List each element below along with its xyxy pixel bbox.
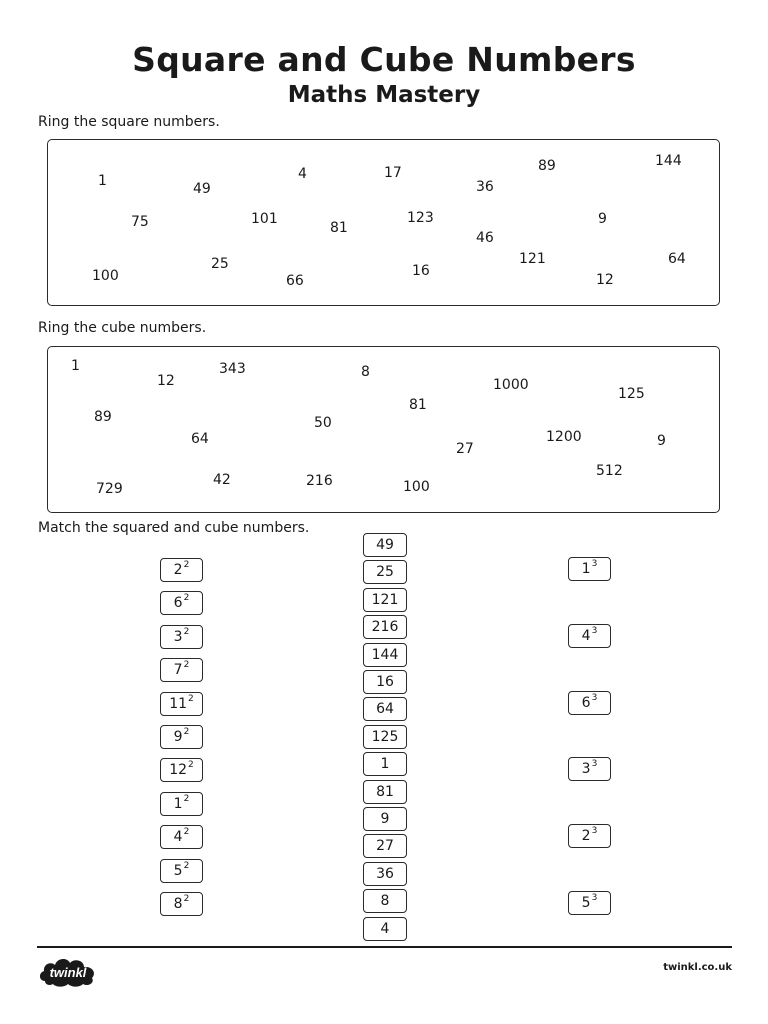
cube-number[interactable]: 729 [96, 481, 123, 497]
square-number[interactable]: 81 [330, 220, 348, 236]
value-box[interactable]: 216 [363, 615, 407, 639]
value-box[interactable]: 144 [363, 643, 407, 667]
square-number[interactable]: 49 [193, 181, 211, 197]
cubed-expression-box[interactable]: 6 $^3$ [568, 691, 611, 715]
cube-number[interactable]: 216 [306, 473, 333, 489]
cube-number[interactable]: 42 [213, 472, 231, 488]
squared-expression-box[interactable]: 4 $^2$ [160, 825, 203, 849]
cube-number[interactable]: 64 [191, 431, 209, 447]
cube-number[interactable]: 512 [596, 463, 623, 479]
value-box[interactable]: 25 [363, 560, 407, 584]
square-number[interactable]: 1 [98, 173, 107, 189]
squared-expression-box[interactable]: 8 $^2$ [160, 892, 203, 916]
square-number[interactable]: 46 [476, 230, 494, 246]
page-title: Square and Cube Numbers [132, 40, 636, 79]
squared-expression-box[interactable]: 12 $^2$ [160, 758, 203, 782]
page-subtitle: Maths Mastery [287, 82, 481, 108]
square-number[interactable]: 25 [211, 256, 229, 272]
value-box[interactable]: 4 [363, 917, 407, 941]
cube-number[interactable]: 12 [157, 373, 175, 389]
square-number[interactable]: 101 [251, 211, 278, 227]
cubed-expression-box[interactable]: 3 $^3$ [568, 757, 611, 781]
squared-expression-box[interactable]: 11 $^2$ [160, 692, 203, 716]
cube-number[interactable]: 8 [361, 364, 370, 380]
square-number[interactable]: 17 [384, 165, 402, 181]
square-number[interactable]: 4 [298, 166, 307, 182]
squared-expression-box[interactable]: 1 $^2$ [160, 792, 203, 816]
square-number[interactable]: 12 [596, 272, 614, 288]
cube-number[interactable]: 9 [657, 433, 666, 449]
site-url: twinkl.co.uk [663, 962, 732, 973]
cube-number[interactable]: 1200 [546, 429, 582, 445]
squared-expression-box[interactable]: 5 $^2$ [160, 859, 203, 883]
square-number[interactable]: 121 [519, 251, 546, 267]
value-box[interactable]: 8 [363, 889, 407, 913]
value-box[interactable]: 64 [363, 697, 407, 721]
cube-number[interactable]: 343 [219, 361, 246, 377]
cube-number[interactable]: 1 [71, 358, 80, 374]
square-instruction: Ring the square numbers. [38, 114, 220, 130]
value-box[interactable]: 1 [363, 752, 407, 776]
footer-divider [37, 946, 732, 948]
squared-expression-box[interactable]: 2 $^2$ [160, 558, 203, 582]
square-number[interactable]: 144 [655, 153, 682, 169]
value-box[interactable]: 81 [363, 780, 407, 804]
square-numbers-panel [47, 139, 720, 306]
squared-expression-box[interactable]: 6 $^2$ [160, 591, 203, 615]
square-number[interactable]: 66 [286, 273, 304, 289]
value-box[interactable]: 16 [363, 670, 407, 694]
cube-number[interactable]: 81 [409, 397, 427, 413]
value-box[interactable]: 49 [363, 533, 407, 557]
value-box[interactable]: 9 [363, 807, 407, 831]
square-number[interactable]: 36 [476, 179, 494, 195]
squared-expression-box[interactable]: 3 $^2$ [160, 625, 203, 649]
cube-instruction: Ring the cube numbers. [38, 320, 207, 336]
match-instruction: Match the squared and cube numbers. [38, 520, 310, 536]
cube-number[interactable]: 50 [314, 415, 332, 431]
value-box[interactable]: 125 [363, 725, 407, 749]
svg-text:twinkl: twinkl [49, 965, 87, 980]
square-number[interactable]: 16 [412, 263, 430, 279]
square-number[interactable]: 9 [598, 211, 607, 227]
squared-expression-box[interactable]: 7 $^2$ [160, 658, 203, 682]
square-number[interactable]: 75 [131, 214, 149, 230]
square-number[interactable]: 100 [92, 268, 119, 284]
twinkl-logo [37, 954, 99, 988]
cube-numbers-panel [47, 346, 720, 513]
cube-number[interactable]: 125 [618, 386, 645, 402]
cube-number[interactable]: 89 [94, 409, 112, 425]
cubed-expression-box[interactable]: 4 $^3$ [568, 624, 611, 648]
cubed-expression-box[interactable]: 5 $^3$ [568, 891, 611, 915]
value-box[interactable]: 36 [363, 862, 407, 886]
value-box[interactable]: 27 [363, 834, 407, 858]
square-number[interactable]: 123 [407, 210, 434, 226]
cube-number[interactable]: 1000 [493, 377, 529, 393]
cubed-expression-box[interactable]: 2 $^3$ [568, 824, 611, 848]
square-number[interactable]: 64 [668, 251, 686, 267]
squared-expression-box[interactable]: 9 $^2$ [160, 725, 203, 749]
cube-number[interactable]: 100 [403, 479, 430, 495]
square-number[interactable]: 89 [538, 158, 556, 174]
value-box[interactable]: 121 [363, 588, 407, 612]
cube-number[interactable]: 27 [456, 441, 474, 457]
cubed-expression-box[interactable]: 1 $^3$ [568, 557, 611, 581]
